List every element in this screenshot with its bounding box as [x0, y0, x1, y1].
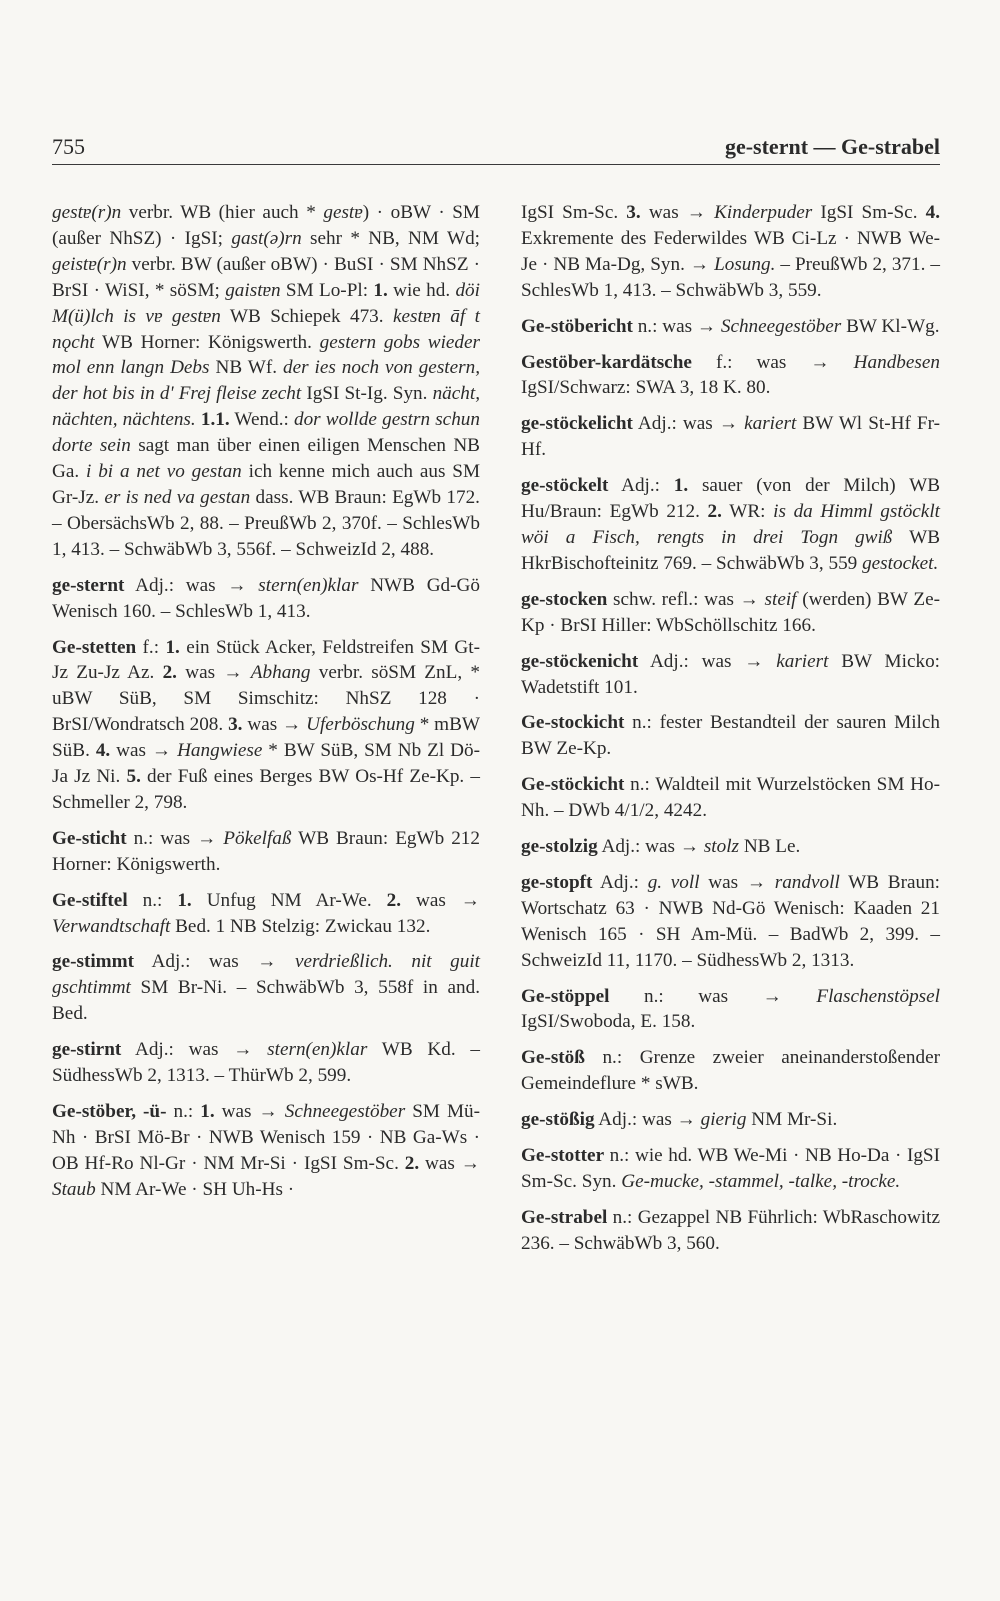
- italic-text: der ies noch von gestern, der hot bis in d' Frej fleise zecht: [52, 357, 480, 405]
- sense-number: 2.: [404, 1152, 420, 1174]
- entry-text: n.: was →: [609, 985, 817, 1007]
- italic-text: kariert: [744, 413, 797, 435]
- dictionary-entry: [521, 1143, 940, 1195]
- sense-number: 1.: [200, 1101, 215, 1122]
- headword: ge-stöckelicht: [521, 413, 633, 435]
- entry-text: was →: [640, 202, 715, 223]
- italic-text: nit guit gschtimmt: [52, 951, 480, 999]
- headword: ge-stolzig: [521, 836, 598, 858]
- entry-text: was →: [242, 714, 307, 736]
- italic-text: gestocket.: [862, 552, 939, 574]
- sense-number: 4.: [925, 202, 941, 223]
- sense-number: 3.: [228, 714, 243, 736]
- entry-text: BW Wl St-Hf Fr-Hf.: [521, 413, 940, 461]
- entry-text: was →: [699, 871, 775, 893]
- italic-text: gaistɐn: [225, 279, 281, 301]
- entry-text: sehr * NB, NM Wd;: [301, 227, 480, 249]
- entry-text: IgSI/Schwarz: SWA 3, 18 K. 80.: [521, 377, 771, 399]
- headword: ge-stocken: [521, 588, 608, 610]
- entry-text: was →: [401, 889, 480, 911]
- dictionary-entry: [521, 870, 940, 974]
- entry-text: dass. WB Braun: EgWb 172. – ObersächsWb 2, 88. – PreußWb 2, 370f. – SchlesWb 1, 413. – SchwäbWb 3, 556f. – SchweizId 2, 488.: [52, 486, 480, 560]
- entry-text: IgSI Sm-Sc.: [812, 202, 926, 223]
- page-header: [52, 134, 940, 165]
- dictionary-entry: [521, 350, 940, 402]
- italic-text: kestɐn āf t nǫcht: [52, 305, 480, 353]
- headword: ge-stopft: [521, 871, 593, 893]
- dictionary-entry: [52, 888, 480, 940]
- headword: Ge-stöber, -ü-: [52, 1101, 167, 1122]
- headword: ge-stirnt: [52, 1039, 122, 1061]
- entry-text: WB Braun: EgWb 212 Horner: Königswerth.: [52, 827, 480, 875]
- entry-text: Bed. 1 NB Stelzig: Zwickau 132.: [170, 915, 431, 937]
- headword: Ge-strabel: [521, 1206, 608, 1228]
- entry-text: n.: Waldteil mit Wurzelstöcken SM Ho-Nh. – DWb 4/1/2, 4242.: [521, 774, 940, 822]
- sense-number: 3.: [626, 202, 641, 223]
- entry-text: verbr. BW (außer oBW) · BuSI · SM NhSZ · BrSI · WiSI, * söSM;: [52, 253, 480, 301]
- headword: Ge-stotter: [521, 1145, 605, 1167]
- entry-text: IgSI St-Ig. Syn.: [301, 383, 433, 405]
- italic-text: g. voll: [647, 871, 700, 893]
- italic-text: er is ned va gestan: [104, 486, 251, 508]
- entry-text: WR:: [721, 501, 774, 523]
- entry-text: * BW SüB, SM Nb Zl Dö-Ja Jz Ni.: [52, 740, 481, 788]
- dictionary-entry: [52, 1099, 480, 1203]
- dictionary-entry: [521, 314, 940, 340]
- dictionary-entry: [52, 826, 480, 878]
- sense-number: 1.: [373, 279, 388, 301]
- entry-text: SM Lo-Pl:: [280, 279, 374, 301]
- entry-text: NM Mr-Si.: [746, 1109, 838, 1131]
- entry-text: WB Schiepek 473.: [220, 305, 393, 327]
- dictionary-entry: [52, 635, 480, 816]
- entry-text: Unfug NM Ar-We.: [191, 889, 387, 911]
- entry-text: NB Wf.: [209, 357, 283, 379]
- italic-text: Schneegestöber: [720, 315, 842, 337]
- dictionary-entry: [521, 1107, 940, 1133]
- sense-number: 2.: [386, 889, 402, 911]
- headword: Ge-stöckicht: [521, 774, 625, 796]
- entry-text: n.: wie hd. WB We-Mi · NB Ho-Da · IgSI Sm-Sc. Syn.: [521, 1145, 940, 1192]
- entry-text: SM Br-Ni. – SchwäbWb 3, 558f in and. Bed.: [52, 977, 480, 1025]
- headword: Ge-stetten: [52, 636, 137, 658]
- entry-text: (werden) BW Ze-Kp · BrSI Hiller: WbSchöllschitz 166.: [521, 588, 941, 636]
- entry-text: NM Ar-We · SH Uh-Hs ·: [95, 1178, 295, 1200]
- entry-text: NB Le.: [739, 836, 801, 858]
- entry-text: ein Stück Acker, Feldstreifen SM Gt-Jz Zu-Jz Az.: [52, 636, 480, 684]
- entry-text: WB Kd. – SüdhessWb 2, 1313. – ThürWb 2, 599.: [52, 1039, 480, 1087]
- entry-text: BW Kl-Wg.: [841, 315, 940, 337]
- dictionary-entry: [521, 200, 940, 304]
- dictionary-entry: [521, 587, 940, 639]
- italic-text: stern(en)klar: [267, 1039, 368, 1061]
- italic-text: Ge-mucke, -stammel, -talke, -trocke.: [621, 1171, 901, 1192]
- entry-text: n.:: [127, 889, 178, 911]
- entry-text: n.: fester Bestandteil der sauren Milch BW Ze-Kp.: [521, 712, 940, 760]
- italic-text: verdrießlich.: [295, 951, 393, 973]
- italic-text: Pökelfaß: [223, 827, 292, 849]
- dictionary-entry: [52, 1037, 480, 1089]
- entry-text: WB Horner: Königswerth.: [94, 331, 320, 353]
- entry-text: IgSI/Swoboda, E. 158.: [521, 1011, 696, 1033]
- page-number: 755: [52, 134, 85, 159]
- sense-number: 1.1.: [200, 409, 230, 431]
- italic-text: gestɐ(r)n: [52, 202, 122, 223]
- entry-text: n.:: [166, 1101, 201, 1122]
- entry-text: BW Micko: Wadetstift 101.: [521, 650, 940, 698]
- entry-text: was →: [110, 740, 178, 762]
- dictionary-entry: [521, 473, 940, 577]
- italic-text: Losung.: [714, 253, 776, 275]
- headword: ge-stöckelt: [521, 475, 609, 497]
- entry-text: Adj.: was →: [594, 1109, 701, 1131]
- running-head: ge-sternt — Ge-strabel: [724, 134, 940, 159]
- left-column: [52, 200, 480, 1213]
- headword: ge-stimmt: [52, 951, 135, 973]
- entry-text: n.: was →: [126, 827, 224, 849]
- entry-text: f.:: [136, 636, 166, 658]
- entry-text: sauer (von der Milch) WB Hu/Braun: EgWb 212.: [521, 475, 940, 523]
- entry-text: was →: [419, 1152, 480, 1174]
- italic-text: Abhang: [250, 662, 311, 684]
- entry-text: Adj.:: [608, 475, 674, 497]
- italic-text: gierig: [700, 1109, 747, 1131]
- italic-text: dor wollde gestrn schun dorte sein: [52, 409, 480, 457]
- italic-text: i bi a net vo gestan: [86, 461, 242, 483]
- italic-text: nächt, nächten, nächtens.: [52, 383, 480, 431]
- entry-text: ich kenne mich auch aus SM Gr-Jz.: [52, 461, 481, 508]
- entry-text: Adj.: was →: [597, 836, 704, 858]
- entry-text: Wend.:: [229, 409, 294, 431]
- italic-text: steif: [764, 588, 797, 610]
- entry-text: verbr. WB (hier auch *: [121, 202, 324, 223]
- italic-text: gast(ə)rn: [231, 227, 302, 249]
- headword: Ge-stöß: [521, 1047, 585, 1069]
- right-column: [521, 200, 940, 1267]
- headword: ge-stöckenicht: [521, 650, 639, 672]
- entry-text: WB Braun: Wortschatz 63 · NWB Nd-Gö Wenisch: Kaaden 21 Wenisch 165 · SH Am-Mü. – BadWb 2, 399. – SchweizId 11, 1170. – SüdhessWb 2, 1313.: [521, 871, 940, 971]
- dictionary-entry: [521, 710, 940, 762]
- entry-text: sagt man über einen eiligen Menschen NB Ga.: [52, 435, 480, 483]
- headword: Ge-stiftel: [52, 889, 128, 911]
- entry-text: schw. refl.: was →: [607, 588, 765, 610]
- italic-text: döi M(ü)lch is vɐ gestɐn: [52, 279, 480, 327]
- dictionary-entry: [521, 772, 940, 824]
- entry-text: WB HkrBischofteinitz 769. – SchwäbWb 3, 559: [521, 526, 941, 574]
- entry-text: der Fuß eines Berges BW Os-Hf Ze-Kp. – Schmeller 2, 798.: [52, 766, 480, 813]
- headword: Gestöber-kardätsche: [521, 351, 692, 373]
- italic-text: Schneegestöber: [284, 1101, 406, 1122]
- sense-number: 1.: [673, 475, 689, 497]
- italic-text: Hangwiese: [177, 740, 263, 762]
- entry-text: f.: was →: [691, 351, 854, 373]
- entry-text: was →: [176, 662, 251, 684]
- entry-text: SM Mü-Nh · BrSI Mö-Br · NWB Wenisch 159 · NB Ga-Ws · OB Hf-Ro Nl-Gr · NM Mr-Si · IgSI Sm-Sc.: [52, 1101, 480, 1174]
- entry-text: n.: Gezappel NB Führlich: WbRaschowitz 236. – SchwäbWb 3, 560.: [521, 1206, 940, 1254]
- entry-text: n.: Grenze zweier aneinanderstoßender Gemeindeflure * sWB.: [521, 1047, 940, 1095]
- italic-text: Verwandtschaft: [52, 915, 171, 937]
- entry-text: NWB Gd-Gö Wenisch 160. – SchlesWb 1, 413.: [52, 574, 480, 622]
- italic-text: Uferböschung: [306, 714, 415, 736]
- headword: Ge-sticht: [52, 827, 127, 849]
- headword: ge-stößig: [521, 1109, 595, 1131]
- italic-text: gestern gobs wieder mol enn langn Debs: [52, 331, 480, 379]
- entry-text: Adj.: was →: [134, 951, 295, 973]
- entry-text: ) · oBW · SM (außer NhSZ) · IgSI;: [52, 202, 480, 249]
- entry-text: * mBW SüB.: [52, 714, 480, 762]
- entry-text: wie hd.: [387, 279, 456, 301]
- italic-text: geistɐ(r)n: [52, 253, 127, 275]
- italic-text: stern(en)klar: [258, 574, 359, 596]
- sense-number: 1.: [165, 636, 180, 658]
- dictionary-entry: [521, 411, 940, 463]
- entry-text: was →: [214, 1101, 285, 1122]
- dictionary-entry: [521, 1045, 940, 1097]
- italic-text: Kinderpuder: [714, 202, 813, 223]
- entry-text: Adj.: was →: [638, 650, 777, 672]
- sense-number: 1.: [177, 889, 192, 911]
- sense-number: 5.: [126, 766, 141, 788]
- dictionary-entry: [521, 649, 940, 701]
- entry-text: [393, 951, 412, 972]
- sense-number: 2.: [162, 662, 177, 684]
- dictionary-entry: [521, 984, 940, 1036]
- entry-text: Exkremente des Federwildes WB Ci-Lz · NWB We-Je · NB Ma-Dg, Syn. →: [521, 227, 940, 275]
- entry-text: IgSI Sm-Sc.: [521, 202, 627, 223]
- entry-text: Adj.: was →: [121, 1039, 268, 1061]
- italic-text: stolz: [703, 836, 740, 858]
- sense-number: 4.: [95, 740, 111, 762]
- sense-number: 2.: [707, 501, 722, 523]
- entry-text: Adj.:: [592, 871, 648, 893]
- headword: Ge-stöppel: [521, 985, 610, 1007]
- italic-text: gestɐ: [323, 202, 363, 223]
- entry-text: Adj.: was →: [632, 413, 745, 435]
- italic-text: kariert: [776, 650, 829, 672]
- entry-text: – PreußWb 2, 371. – SchlesWb 1, 413. – SchwäbWb 3, 559.: [521, 253, 941, 301]
- italic-text: is da Himml gstöcklt wöi a Fisch, rengts in drei Togn gwiß: [521, 501, 940, 548]
- headword: ge-sternt: [52, 574, 125, 596]
- headword: Ge-stöbericht: [521, 315, 633, 337]
- headword: Ge-stockicht: [521, 712, 625, 734]
- dictionary-entry: [52, 573, 480, 625]
- italic-text: Handbesen: [853, 351, 940, 373]
- entry-text: Adj.: was →: [124, 574, 259, 596]
- dictionary-entry: [52, 949, 480, 1027]
- entry-text: n.: was →: [632, 315, 721, 337]
- dictionary-entry: [521, 834, 940, 860]
- entry-text: verbr. söSM ZnL, * uBW SüB, SM Simschitz: NhSZ 128 · BrSI/Wondratsch 208.: [52, 662, 480, 736]
- italic-text: Staub: [52, 1178, 96, 1200]
- italic-text: randvoll: [774, 871, 840, 893]
- italic-text: Flaschenstöpsel: [816, 985, 940, 1007]
- dictionary-entry: [521, 1205, 940, 1257]
- dictionary-entry: [52, 200, 480, 563]
